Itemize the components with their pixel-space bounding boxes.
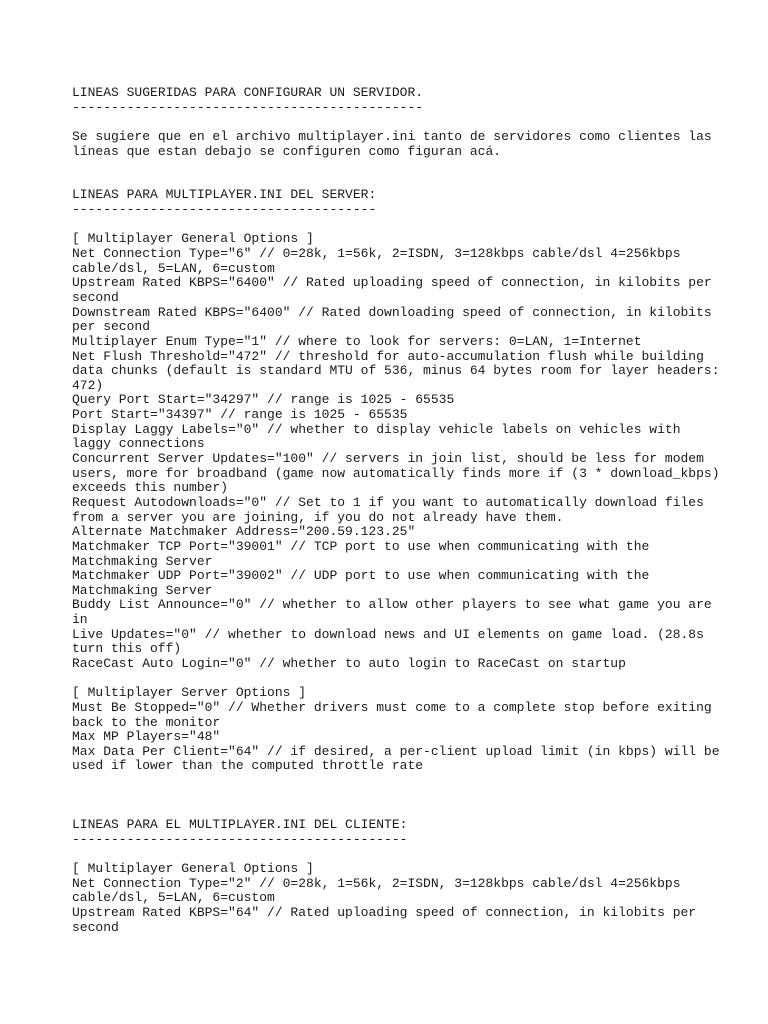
client-general-options-header: [ Multiplayer General Options ] <box>72 860 314 876</box>
config-line: back to the monitor <box>72 714 221 730</box>
config-line: Net Connection Type="2" // 0=28k, 1=56k, 2=ISDN, 3=128kbps cable/dsl 4=256kbps <box>72 875 681 891</box>
spacer <box>72 672 712 687</box>
config-line: Downstream Rated KBPS="6400" // Rated downloading speed of connection, in kilobits <box>72 304 712 320</box>
config-line: Max MP Players="48" <box>72 729 221 745</box>
config-line: users, more for broadband (game now automatically finds more if (3 * download_kbps) <box>72 465 720 481</box>
spacer <box>72 847 712 862</box>
spacer <box>72 159 712 174</box>
spacer <box>72 218 712 233</box>
config-line: Must Be Stopped="0" // Whether drivers must come to a complete stop before exiting <box>72 699 712 715</box>
config-line: Buddy List Announce="0" // whether to allow other players to see what game you are <box>72 597 712 613</box>
spacer <box>72 774 712 789</box>
client-general-options-block <box>72 877 712 936</box>
config-line: exceeds this number) <box>72 480 229 496</box>
config-line: 472) <box>72 377 104 393</box>
config-line: from a server you are joining, if you do not already have them. <box>72 509 564 525</box>
config-line: Query Port Start="34297" // range is 1025 - 65535 <box>72 392 455 408</box>
client-heading-rule: ------------------------------------------- <box>72 831 408 847</box>
config-line: second <box>72 919 119 935</box>
title-rule: --------------------------------------------- <box>72 99 424 115</box>
spacer <box>72 174 712 189</box>
config-line: used if lower than the computed throttle rate <box>72 758 424 774</box>
config-line: Multiplayer Enum Type="1" // where to look for servers: 0=LAN, 1=Internet <box>72 333 642 349</box>
config-line: second <box>72 289 119 305</box>
config-line: in <box>72 612 88 628</box>
config-line: Net Flush Threshold="472" // threshold for auto-accumulation flush while building <box>72 348 704 364</box>
document-page <box>72 85 720 935</box>
intro-line: líneas que estan debajo se configuren como figuran acá. <box>72 143 502 159</box>
config-line: Live Updates="0" // whether to download news and UI elements on game load. (28.8s <box>72 626 704 642</box>
config-line: laggy connections <box>72 436 205 452</box>
spacer <box>72 789 712 804</box>
config-line: Matchmaking Server <box>72 553 213 569</box>
server-server-options-header: [ Multiplayer Server Options ] <box>72 685 307 701</box>
config-line: Matchmaker TCP Port="39001" // TCP port to use when communicating with the <box>72 538 650 554</box>
config-line: data chunks (default is standard MTU of 536, minus 64 bytes room for layer headers: <box>72 363 720 379</box>
config-line: Matchmaker UDP Port="39002" // UDP port to use when communicating with the <box>72 568 650 584</box>
server-general-options-header: [ Multiplayer General Options ] <box>72 231 314 247</box>
client-section <box>72 818 712 935</box>
server-heading-rule: --------------------------------------- <box>72 202 377 218</box>
config-line: Request Autodownloads="0" // Set to 1 if you want to automatically download files <box>72 494 704 510</box>
config-line: cable/dsl, 5=LAN, 6=custom <box>72 890 275 906</box>
config-line: Max Data Per Client="64" // if desired, a per-client upload limit (in kbps) will be <box>72 743 720 759</box>
config-line: RaceCast Auto Login="0" // whether to auto login to RaceCast on startup <box>72 655 626 671</box>
config-line: Concurrent Server Updates="100" // servers in join list, should be less for modem <box>72 451 704 467</box>
config-line: cable/dsl, 5=LAN, 6=custom <box>72 260 275 276</box>
server-heading: LINEAS PARA MULTIPLAYER.INI DEL SERVER: <box>72 187 377 203</box>
config-line: Alternate Matchmaker Address="200.59.123.25" <box>72 524 416 540</box>
client-heading: LINEAS PARA EL MULTIPLAYER.INI DEL CLIENTE: <box>72 817 408 833</box>
config-line: per second <box>72 319 151 335</box>
config-line: turn this off) <box>72 641 182 657</box>
intro-paragraph <box>72 130 712 159</box>
config-line: Display Laggy Labels="0" // whether to display vehicle labels on vehicles with <box>72 421 681 437</box>
spacer <box>72 803 712 818</box>
server-server-options-block <box>72 699 720 774</box>
intro-line: Se sugiere que en el archivo multiplayer.ini tanto de servidores como clientes las <box>72 128 712 144</box>
document-title: LINEAS SUGERIDAS PARA CONFIGURAR UN SERVIDOR. <box>72 85 424 100</box>
config-line: Upstream Rated KBPS="64" // Rated uploading speed of connection, in kilobits per <box>72 904 697 920</box>
server-general-options-block <box>72 246 720 672</box>
config-line: Net Connection Type="6" // 0=28k, 1=56k, 2=ISDN, 3=128kbps cable/dsl 4=256kbps <box>72 246 681 262</box>
config-line: Matchmaking Server <box>72 582 213 598</box>
server-section <box>72 187 720 774</box>
spacer <box>72 115 712 130</box>
config-line: Port Start="34397" // range is 1025 - 65535 <box>72 407 408 423</box>
config-line: Upstream Rated KBPS="6400" // Rated uploading speed of connection, in kilobits per <box>72 275 712 291</box>
